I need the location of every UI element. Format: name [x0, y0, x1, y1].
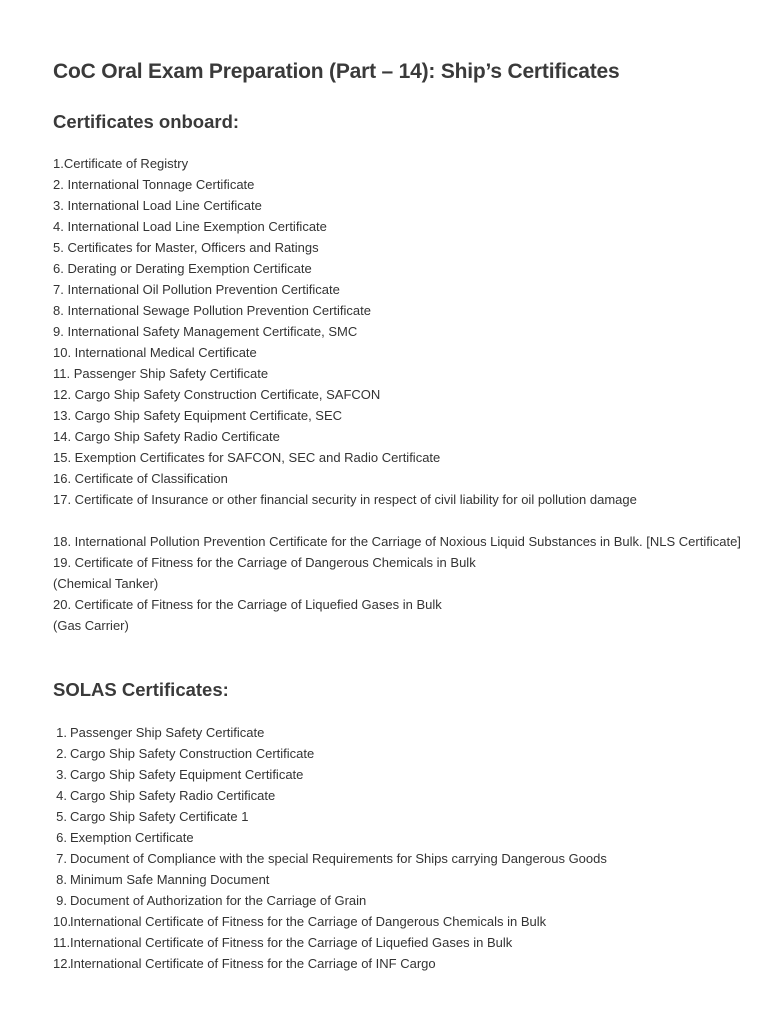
page-title: CoC Oral Exam Preparation (Part – 14): Ship’s Certificates — [53, 60, 620, 83]
list-item: 18. International Pollution Prevention Certificate for the Carriage of Noxious Liquid Substances in Bulk. [NLS Certificate] — [53, 534, 741, 549]
list-number: 8. — [56, 872, 67, 887]
list-item — [53, 722, 753, 743]
list-item — [53, 764, 753, 785]
list-item-text: Cargo Ship Safety Equipment Certificate — [70, 767, 304, 782]
list-item-text: Exemption Certificate — [70, 830, 194, 845]
list-item-note: (Chemical Tanker) — [53, 576, 159, 591]
list-item-text: Cargo Ship Safety Construction Certificate — [70, 746, 315, 761]
list-item-text: International Certificate of Fitness for the Carriage of Dangerous Chemicals in Bulk — [70, 914, 547, 929]
list-item — [53, 932, 753, 953]
certificates-onboard-list — [53, 153, 753, 636]
list-item: 19. Certificate of Fitness for the Carriage of Dangerous Chemicals in Bulk — [53, 555, 476, 570]
list-item: 10. International Medical Certificate — [53, 345, 257, 360]
list-number: 7. — [56, 851, 67, 866]
list-item-text: Minimum Safe Manning Document — [70, 872, 270, 887]
list-item: 1.Certificate of Registry — [53, 156, 189, 171]
section-heading-certificates-onboard: Certificates onboard: — [53, 111, 240, 132]
list-item-text: Document of Compliance with the special Requirements for Ships carrying Dangerous Goods — [70, 851, 607, 866]
list-item: 3. International Load Line Certificate — [53, 198, 262, 213]
list-item: 8. International Sewage Pollution Prevention Certificate — [53, 303, 371, 318]
list-item-note: (Gas Carrier) — [53, 618, 129, 633]
list-item-text: Cargo Ship Safety Certificate 1 — [70, 809, 249, 824]
list-item-text: International Certificate of Fitness for the Carriage of Liquefied Gases in Bulk — [70, 935, 513, 950]
list-item-text: International Certificate of Fitness for the Carriage of INF Cargo — [70, 956, 436, 971]
list-item: 12. Cargo Ship Safety Construction Certificate, SAFCON — [53, 387, 381, 402]
list-item: 5. Certificates for Master, Officers and Ratings — [53, 240, 319, 255]
list-item: 16. Certificate of Classification — [53, 471, 228, 486]
list-number: 10. — [53, 914, 72, 929]
list-item-text: Document of Authorization for the Carriage of Grain — [70, 893, 367, 908]
list-item — [53, 743, 753, 764]
list-item: 14. Cargo Ship Safety Radio Certificate — [53, 429, 280, 444]
list-item-text: Passenger Ship Safety Certificate — [70, 725, 265, 740]
list-item — [53, 890, 753, 911]
solas-certificates-list — [53, 722, 753, 974]
list-item — [53, 911, 753, 932]
list-item: 11. Passenger Ship Safety Certificate — [53, 366, 269, 381]
list-number: 2. — [56, 746, 67, 761]
list-number: 12. — [53, 956, 72, 971]
list-item — [53, 785, 753, 806]
list-item: 15. Exemption Certificates for SAFCON, SEC and Radio Certificate — [53, 450, 441, 465]
list-item: 4. International Load Line Exemption Certificate — [53, 219, 327, 234]
list-item — [53, 806, 753, 827]
list-item: 7. International Oil Pollution Prevention Certificate — [53, 282, 340, 297]
list-item: 2. International Tonnage Certificate — [53, 177, 255, 192]
list-number: 9. — [56, 893, 67, 908]
list-item: 13. Cargo Ship Safety Equipment Certificate, SEC — [53, 408, 343, 423]
list-item-text: Cargo Ship Safety Radio Certificate — [70, 788, 276, 803]
list-item: 6. Derating or Derating Exemption Certificate — [53, 261, 312, 276]
list-number: 1. — [56, 725, 67, 740]
list-item: 9. International Safety Management Certificate, SMC — [53, 324, 358, 339]
list-item — [53, 869, 753, 890]
list-number: 11. — [53, 935, 71, 950]
list-item: 20. Certificate of Fitness for the Carriage of Liquefied Gases in Bulk — [53, 597, 442, 612]
list-item — [53, 827, 753, 848]
list-item: 17. Certificate of Insurance or other financial security in respect of civil liability for oil pollution damage — [53, 492, 637, 507]
section-heading-solas-certificates: SOLAS Certificates: — [53, 679, 229, 700]
list-number: 6. — [56, 830, 67, 845]
list-item — [53, 953, 753, 974]
list-number: 3. — [56, 767, 67, 782]
list-number: 5. — [56, 809, 67, 824]
list-number: 4. — [56, 788, 67, 803]
list-item — [53, 848, 753, 869]
